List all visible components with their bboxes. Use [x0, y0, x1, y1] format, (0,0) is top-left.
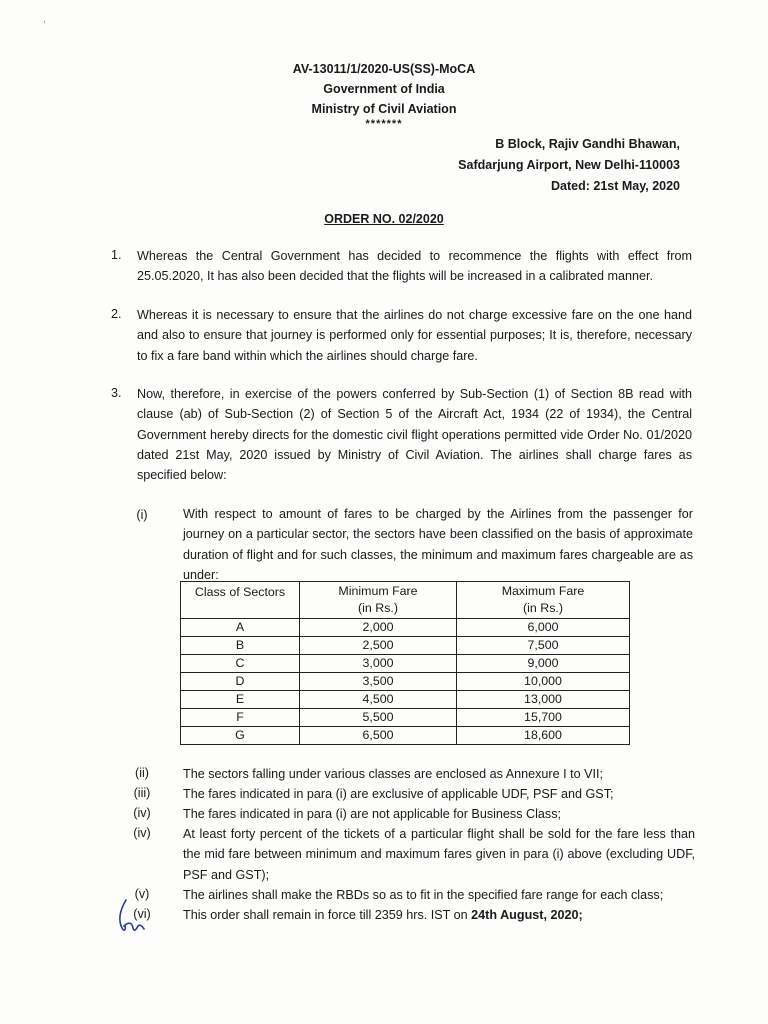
- order-date: Dated: 21st May, 2020: [551, 179, 680, 193]
- cell-min-fare: 5,500: [300, 709, 457, 727]
- header-unit: (in Rs.): [523, 601, 563, 615]
- header-label: Maximum Fare: [501, 584, 585, 598]
- order-title: ORDER NO. 02/2020: [324, 212, 444, 226]
- cell-max-fare: 10,000: [457, 673, 630, 691]
- government-heading: Government of India: [323, 82, 445, 96]
- cell-class: E: [181, 691, 300, 709]
- cell-min-fare: 3,500: [300, 673, 457, 691]
- header-label: Minimum Fare: [338, 584, 418, 598]
- separator-stars: *******: [365, 118, 403, 130]
- cell-class: B: [181, 637, 300, 655]
- sub-item-vi-date: 24th August, 2020;: [471, 908, 583, 922]
- sub-item-iv-b-text: At least forty percent of the tickets of a particular flight shall be sold for the fare less than the mid fare between minimum and maximum fares given in para (i) above (excluding UDF, PSF and GST);: [183, 827, 695, 882]
- table-row: [181, 709, 630, 727]
- cell-class: A: [181, 619, 300, 637]
- address-block: [458, 134, 680, 197]
- sub-item-iii-number: (iii): [133, 786, 151, 800]
- sub-item-vi-text-plain: This order shall remain in force till 2359 hrs. IST on: [183, 908, 472, 922]
- para-3-number: 3.: [111, 386, 122, 400]
- cell-min-fare: 2,000: [300, 619, 457, 637]
- sub-item-iv-number: (iv): [133, 806, 151, 820]
- sub-item-i-text: With respect to amount of fares to be charged by the Airlines from the passenger for journey on a particular sector, the sectors have been classified on the basis of approximate duration of flight and for such classes, the minimum and maximum fares chargeable are as under:: [183, 507, 693, 582]
- para-3-text: Now, therefore, in exercise of the powers conferred by Sub-Section (1) of Section 8B read with clause (ab) of Sub-Section (2) of Section 5 of the Aircraft Act, 1934 (22 of 1934), the Central Government hereby directs for the domestic civil flight operations permitted vide Order No. 01/2020 dated 21st May, 2020 issued by Ministry of Civil Aviation. The airlines shall charge fares as specified below:: [137, 387, 692, 483]
- handwritten-initial-mark: [112, 896, 148, 940]
- ministry-heading: Ministry of Civil Aviation: [311, 102, 457, 116]
- table-row: [181, 727, 630, 745]
- address-line-1: B Block, Rajiv Gandhi Bhawan,: [495, 137, 680, 151]
- table-header-row: [181, 582, 630, 619]
- scan-speck: ,: [43, 14, 46, 25]
- sub-item-ii-text: The sectors falling under various classes are enclosed as Annexure I to VII;: [183, 767, 604, 781]
- sub-item-iii-text: The fares indicated in para (i) are exclusive of applicable UDF, PSF and GST;: [183, 787, 614, 801]
- header-unit: (in Rs.): [358, 601, 398, 615]
- fare-table: [180, 581, 630, 745]
- sub-item-iv-b-number: (iv): [133, 826, 151, 840]
- cell-max-fare: 18,600: [457, 727, 630, 745]
- sub-item-v-text: The airlines shall make the RBDs so as to fit in the specified fare range for each class;: [183, 888, 664, 902]
- sub-item-iv-text: The fares indicated in para (i) are not applicable for Business Class;: [183, 807, 562, 821]
- cell-class: C: [181, 655, 300, 673]
- para-1-text: Whereas the Central Government has decided to recommence the flights with effect from 25.05.2020, It has also been decided that the flights will be increased in a calibrated manner.: [137, 249, 692, 284]
- para-1-number: 1.: [111, 248, 122, 262]
- cell-max-fare: 9,000: [457, 655, 630, 673]
- reference-number: AV-13011/1/2020-US(SS)-MoCA: [292, 62, 476, 76]
- sub-item-i-number: (i): [136, 508, 148, 522]
- sub-item-vi-text: [183, 905, 713, 925]
- table-row: [181, 619, 630, 637]
- table-row: [181, 673, 630, 691]
- para-2-text: Whereas it is necessary to ensure that the airlines do not charge excessive fare on the one hand and also to ensure that journey is performed only for essential purposes; It is, therefore, necessary to fix a fare band within which the airlines should charge fare.: [137, 308, 692, 363]
- header-class-of-sectors: [181, 582, 300, 619]
- table-row: [181, 691, 630, 709]
- header-label: Class of Sectors: [194, 585, 286, 599]
- cell-min-fare: 4,500: [300, 691, 457, 709]
- cell-class: G: [181, 727, 300, 745]
- sub-item-v-number: (v): [134, 887, 150, 901]
- header-minimum-fare: [300, 582, 457, 619]
- cell-max-fare: 15,700: [457, 709, 630, 727]
- cell-min-fare: 6,500: [300, 727, 457, 745]
- cell-max-fare: 7,500: [457, 637, 630, 655]
- address-line-2: Safdarjung Airport, New Delhi-110003: [458, 158, 680, 172]
- sub-item-ii-number: (ii): [135, 766, 149, 780]
- cell-min-fare: 2,500: [300, 637, 457, 655]
- table-row: [181, 637, 630, 655]
- cell-min-fare: 3,000: [300, 655, 457, 673]
- table-row: [181, 655, 630, 673]
- cell-class: F: [181, 709, 300, 727]
- cell-max-fare: 6,000: [457, 619, 630, 637]
- cell-max-fare: 13,000: [457, 691, 630, 709]
- sub-item-vi-number: (vi): [133, 907, 151, 921]
- para-2-number: 2.: [111, 307, 122, 321]
- cell-class: D: [181, 673, 300, 691]
- header-maximum-fare: [457, 582, 630, 619]
